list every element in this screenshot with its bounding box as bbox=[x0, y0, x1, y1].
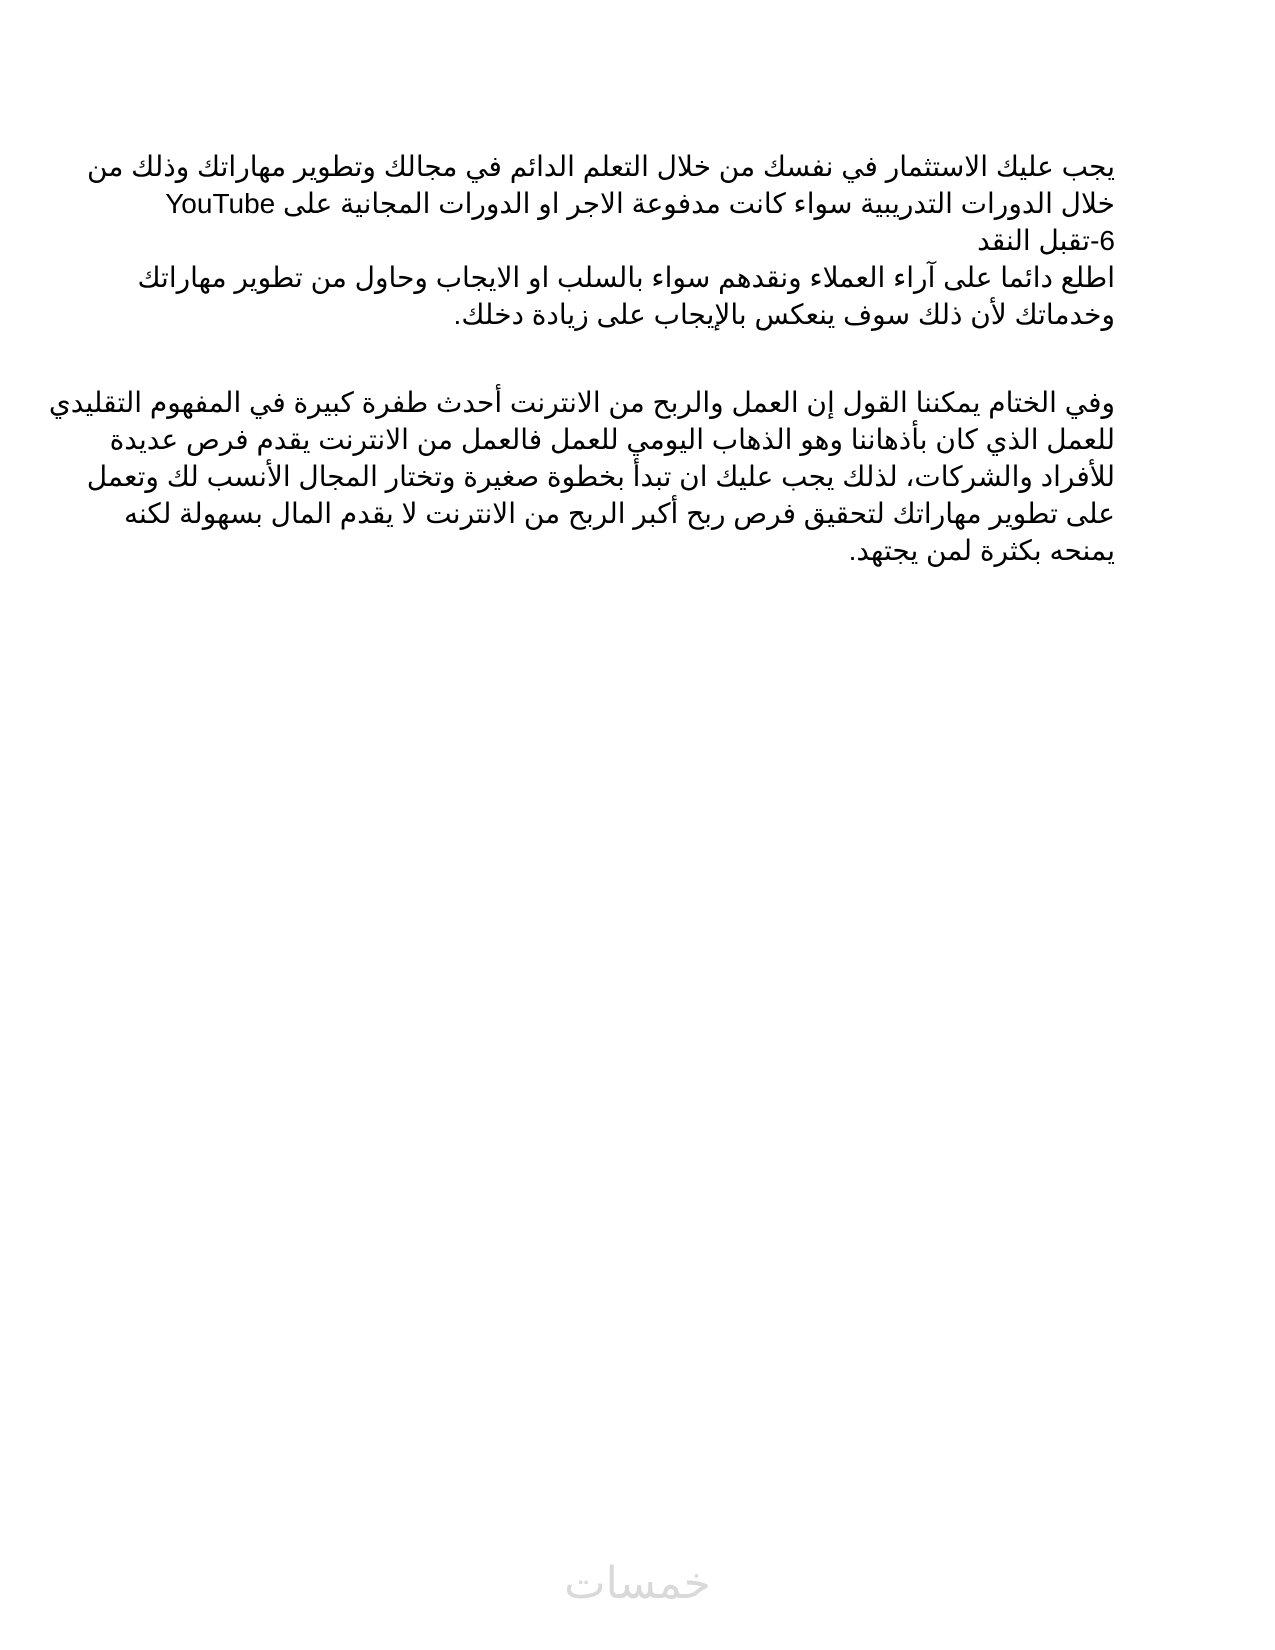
paragraph-learning-and-criticism bbox=[87, 148, 1115, 333]
text-line: على تطوير مهاراتك لتحقيق فرص ربح أكبر الربح من الانترنت لا يقدم المال بسهولة لكنه bbox=[123, 498, 1115, 529]
text-line: للعمل الذي كان بأذهاننا وهو الذهاب اليومي للعمل فالعمل من الانترنت يقدم فرص عديدة bbox=[109, 424, 1115, 455]
text-line: خلال الدورات التدريبية سواء كانت مدفوعة الاجر او الدورات المجانية على YouTube bbox=[165, 188, 1115, 219]
text-line: وخدماتك لأن ذلك سوف ينعكس بالإيجاب على زيادة دخلك. bbox=[453, 299, 1115, 330]
text-line: يجب عليك الاستثمار في نفسك من خلال التعلم الدائم في مجالك وتطوير مهاراتك وذلك من bbox=[87, 151, 1115, 182]
text-line: يمنحه بكثرة لمن يجتهد. bbox=[848, 535, 1115, 566]
section-heading-accept-criticism: 6-تقبل النقد bbox=[977, 225, 1115, 256]
text-line: للأفراد والشركات، لذلك يجب عليك ان تبدأ بخطوة صغيرة وتختار المجال الأنسب لك وتعمل bbox=[86, 461, 1115, 492]
text-line: اطلع دائما على آراء العملاء ونقدهم سواء بالسلب او الايجاب وحاول من تطوير مهاراتك bbox=[137, 262, 1115, 293]
paragraph-conclusion bbox=[48, 384, 1115, 569]
text-line: وفي الختام يمكننا القول إن العمل والربح من الانترنت أحدث طفرة كبيرة في المفهوم التقليدي bbox=[48, 387, 1115, 418]
khamsat-watermark-logo: خمسات bbox=[564, 1558, 711, 1609]
